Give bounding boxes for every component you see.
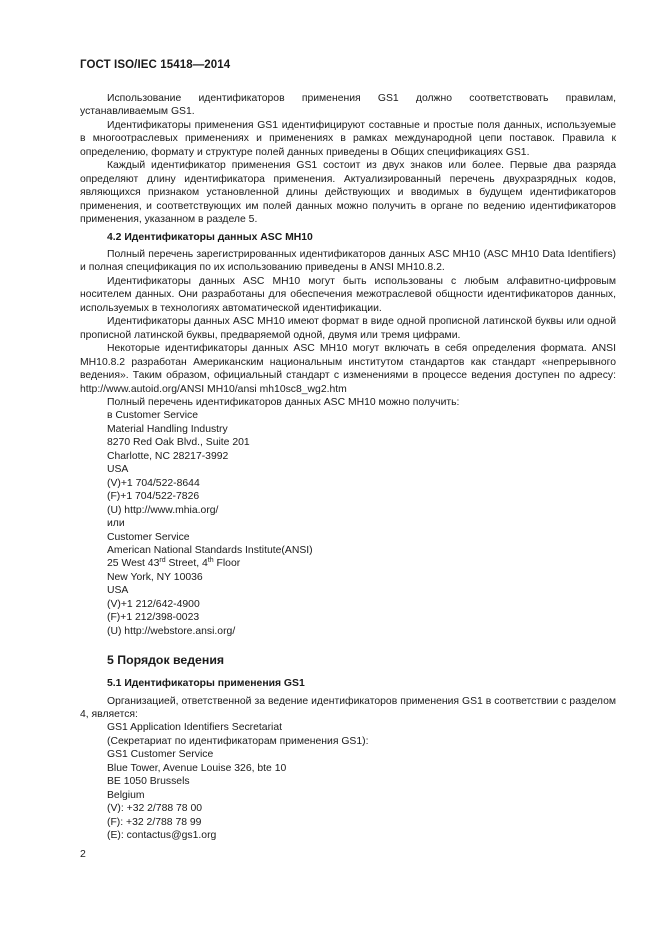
address-line-street	[80, 557, 616, 570]
url-line: (U) http://www.mhia.org/	[107, 504, 219, 516]
paragraph: Идентификаторы данных ASC MH10 имеют формат в виде одной прописной латинской буквы или одной прописной латинской буквы, предваряемой одной, двумя или тремя цифрами.	[80, 316, 616, 341]
paragraph: Каждый идентификатор применения GS1 состоит из двух знаков или более. Первые два разряда определяют длину идентификатора применения. Актуализированный перечень двухразрядных кодов, являющихся признаком установленной длины действующих и вводимых в будущем идентификаторов применения, и соответствующих им полей данных можно получить в органе по ведению идентификаторов применения, указанном в разделе 5.	[80, 160, 616, 226]
address-line: в Customer Service	[107, 410, 198, 422]
street-text: Floor	[213, 558, 241, 570]
document-header: ГОСТ ISO/IEC 15418—2014	[80, 59, 231, 71]
address-block-gs1	[80, 721, 616, 842]
paragraph: Идентификаторы данных ASC MH10 могут быть использованы с любым алфавитно-цифровым носителем данных. Они разработаны для обеспечения межотраслевой общности идентификаторов данных, используемых в технологиях автоматической идентификации.	[80, 275, 616, 314]
or-separator: или	[107, 518, 125, 530]
section-heading-5: 5 Порядок ведения	[107, 653, 225, 668]
subsection-heading-4-2: 4.2 Идентификаторы данных ASC MH10	[107, 231, 313, 243]
address-line: BE 1050 Brussels	[107, 776, 190, 788]
email-line: (E): contactus@gs1.org	[107, 830, 217, 842]
address-line: 8270 Red Oak Blvd., Suite 201	[107, 437, 250, 449]
address-line: Charlotte, NC 28217-3992	[107, 450, 229, 462]
ordinal-suffix: th	[207, 557, 214, 565]
address-block-ansi	[80, 531, 616, 639]
address-block-mhia	[80, 409, 616, 517]
address-line: New York, NY 10036	[107, 571, 203, 583]
address-line: USA	[107, 585, 129, 597]
paragraph: Использование идентификаторов применения GS1 должно соответствовать правилам, устанавливаемым GS1.	[80, 93, 616, 118]
address-line: Customer Service	[107, 531, 190, 543]
phone-line: (V)+1 704/522-8644	[107, 477, 200, 489]
phone-line: (V): +32 2/788 78 00	[107, 803, 203, 815]
street-text: 25 West 43	[107, 558, 160, 570]
paragraph: Полный перечень зарегистрированных идентификаторов данных ASC MH10 (ASC MH10 Data Identifiers) и полная спецификация по их использованию приведены в ANSI MH10.8.2.	[80, 248, 616, 274]
fax-line: (F)+1 704/522-7826	[107, 491, 200, 503]
paragraph: Полный перечень идентификаторов данных ASC MH10 можно получить:	[107, 396, 460, 408]
paragraph: Идентификаторы применения GS1 идентифицируют составные и простые поля данных, используемые в многоотраслевых применениях и применениях в рамках международной цепи поставок. Правила к определению, формату и структуре полей данных приведены в Общих спецификациях GS1.	[80, 119, 616, 158]
address-line: USA	[107, 464, 129, 476]
address-line: Belgium	[107, 789, 145, 801]
page-number: 2	[80, 848, 86, 860]
street-text: Street, 4	[165, 558, 208, 570]
subsection-heading-5-1: 5.1 Идентификаторы применения GS1	[107, 678, 305, 690]
address-line: (Секретариат по идентификаторам применения GS1):	[107, 735, 369, 747]
address-line: American National Standards Institute(ANSI)	[107, 544, 313, 556]
fax-line: (F): +32 2/788 78 99	[107, 816, 202, 828]
document-body	[80, 92, 616, 843]
address-line: Material Handling Industry	[107, 423, 228, 435]
paragraph: Организацией, ответственной за ведение идентификаторов применения GS1 в соответствии с разделом 4, является:	[80, 695, 616, 721]
address-line: Blue Tower, Avenue Louise 326, bte 10	[107, 762, 287, 774]
fax-line: (F)+1 212/398-0023	[107, 612, 200, 624]
phone-line: (V)+1 212/642-4900	[107, 598, 200, 610]
url-line: (U) http://webstore.ansi.org/	[107, 625, 236, 637]
address-line: GS1 Application Identifiers Secretariat	[107, 722, 283, 734]
ordinal-suffix: rd	[159, 557, 166, 565]
paragraph: Некоторые идентификаторы данных ASC MH10 могут включать в себя определения формата. ANSI MH10.8.2 разработан Американским национальным институтом стандартов как стандарт «непрерывного ведения». Таким образом, официальный стандарт с изменениями в процессе ведения доступен по адресу: http://www.autoid.org/ANSI MH10/ansi mh10sc8_wg2.htm	[80, 343, 616, 395]
address-line: GS1 Customer Service	[107, 749, 214, 761]
